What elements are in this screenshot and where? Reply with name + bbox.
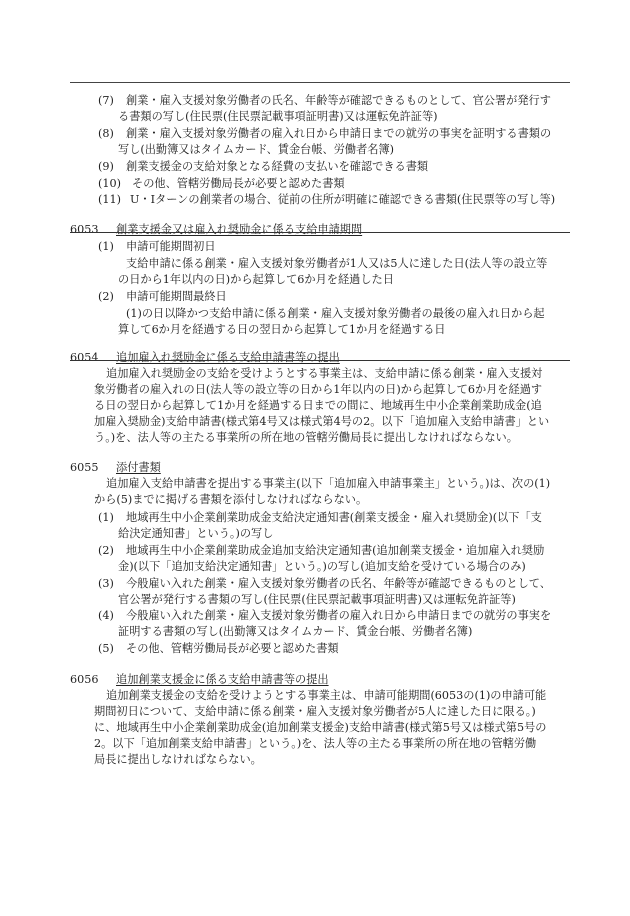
section-title: 創業支援金又は雇入れ奨励金に係る支給申請期間 [116, 223, 363, 236]
item-number: (4) [98, 609, 114, 622]
item-text: 創業支援金の支給対象となる経費の支払いを確認できる書類 [126, 160, 429, 173]
heading-rule [70, 232, 570, 233]
section-number: 6056 [70, 673, 99, 686]
item-text: 支給申請に係る創業・雇入支援対象労働者が1人又は5人に達した日(法人等の設立等 [126, 257, 548, 270]
item-number: (8) [98, 127, 114, 140]
paragraph-line: る日の翌日から起算して1か月を経過する日までの間に、地域再生中小企業創業助成金(追 [94, 399, 542, 412]
section-heading-6054 [70, 350, 570, 366]
section-number: 6055 [70, 461, 99, 474]
item-text: (1)の日以降かつ支給申請に係る創業・雇入支援対象労働者の最後の雇入れ日から起 [126, 307, 545, 320]
item-text: 金)(以下「追加支給決定通知書」という。)の写し(追加支給を受けている場合のみ) [118, 560, 526, 573]
paragraph-line: 2。以下「追加創業支給申請書」という。)を、法人等の主たる事業所の所在地の管轄労働 [94, 737, 537, 750]
item-text: U・Iターンの創業者の場合、従前の住所が明確に確認できる書類(住民票等の写し等) [130, 193, 556, 206]
item-text: その他、管轄労働局長が必要と認めた書類 [132, 177, 345, 190]
item-text: 証明する書類の写し(出勤簿又はタイムカード、賃金台帳、労働者名簿) [118, 625, 473, 638]
paragraph-line: から(5)までに掲げる書類を添付しなければならない。 [94, 493, 368, 506]
paragraph-line: う。)を、法人等の主たる事業所の所在地の管轄労働局長に提出しなければならない。 [94, 431, 518, 444]
section-title: 添付書類 [116, 461, 161, 474]
item-number: (9) [98, 160, 114, 173]
section-heading-6055 [70, 460, 570, 476]
item-text: その他、管轄労働局長が必要と認めた書類 [126, 642, 339, 655]
item-text: 写し(出勤簿又はタイムカード、賃金台帳、労働者名簿) [118, 143, 394, 156]
item-number: (1) [98, 240, 114, 253]
item-text: 地域再生中小企業創業助成金支給決定通知書(創業支援金・雇入れ奨励金)(以下「支 [126, 511, 542, 524]
item-text: 給決定通知書」という。)の写し [118, 527, 274, 540]
section-title: 追加雇入れ奨励金に係る支給申請書等の提出 [116, 351, 340, 364]
paragraph-line: に、地域再生中小企業創業助成金(追加創業支援金)支給申請書(様式第5号又は様式第5号の [94, 721, 547, 734]
section-number: 6054 [70, 351, 99, 364]
item-text: 算して6か月を経過する日の翌日から起算して1か月を経過する日 [118, 323, 446, 336]
heading-rule [70, 360, 570, 361]
item-text: 今般雇い入れた創業・雇入支援対象労働者の雇入れ日から申請日までの就労の事実を [126, 609, 552, 622]
paragraph-line: 局長に提出しなければならない。 [94, 753, 262, 766]
paragraph-line: 追加雇入れ奨励金の支給を受けようとする事業主は、支給申請に係る創業・雇入支援対 [106, 367, 543, 380]
item-label: 申請可能期間最終日 [126, 290, 227, 303]
paragraph-line: 加雇入奨励金)支給申請書(様式第4号又は様式第4号の2。以下「追加雇入支給申請書」とい [94, 415, 550, 428]
item-number: (7) [98, 94, 114, 107]
section-heading-6053 [70, 222, 570, 238]
paragraph-line: 追加雇入支給申請書を提出する事業主(以下「追加雇入申請事業主」という。)は、次の(1) [106, 477, 551, 490]
item-number: (1) [98, 511, 114, 524]
item-number: (2) [98, 544, 114, 557]
item-text: 創業・雇入支援対象労働者の氏名、年齢等が確認できるものとして、官公署が発行す [126, 94, 551, 107]
item-text: 今般雇い入れた創業・雇入支援対象労働者の氏名、年齢等が確認できるものとして、 [126, 577, 551, 590]
item-text: 地域再生中小企業創業助成金追加支給決定通知書(追加創業支援金・追加雇入れ奨励 [126, 544, 545, 557]
paragraph-line: 追加創業支援金の支給を受けようとする事業主は、申請可能期間(6053の(1)の申請可能 [106, 689, 547, 702]
top-rule [70, 82, 570, 83]
section-number: 6053 [70, 223, 99, 236]
item-text: の日から1年以内の日)から起算して6か月を経過した日 [118, 273, 394, 286]
item-text: る書類の写し(住民票(住民票記載事項証明書)又は運転免許証等) [118, 110, 438, 123]
item-text: 官公署が発行する書類の写し(住民票(住民票記載事項証明書)又は運転免許証等) [118, 593, 516, 606]
paragraph-line: 期間初日について、支給申請に係る創業・雇入支援対象労働者が5人に達した日に限る。) [94, 705, 536, 718]
item-number: (3) [98, 577, 114, 590]
paragraph-line: 象労働者の雇入れの日(法人等の設立等の日から1年以内の日)から起算して6か月を経過す [94, 383, 543, 396]
item-label: 申請可能期間初日 [126, 240, 216, 253]
item-number: (10) [98, 177, 121, 190]
item-number: (2) [98, 290, 114, 303]
section-title: 追加創業支援金に係る支給申請書等の提出 [116, 673, 329, 686]
item-number: (11) [98, 193, 121, 206]
section-heading-6056 [70, 672, 570, 688]
item-number: (5) [98, 642, 114, 655]
item-text: 創業・雇入支援対象労働者の雇入れ日から申請日までの就労の事実を証明する書類の [126, 127, 552, 140]
